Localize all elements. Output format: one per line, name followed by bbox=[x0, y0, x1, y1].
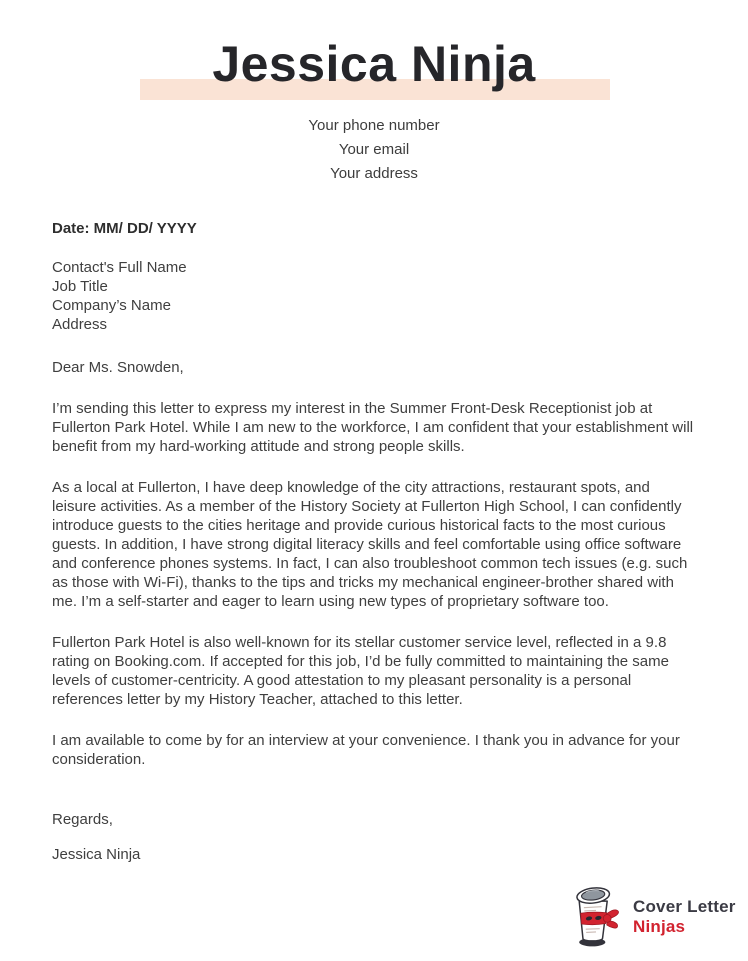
paragraph-availability: I am available to come by for an interview at your convenience. I thank you in advance for your consideration. bbox=[52, 732, 680, 768]
recipient-block bbox=[52, 258, 697, 334]
recipient-company: Company’s Name bbox=[52, 297, 171, 314]
contact-address-line: Your address bbox=[330, 165, 418, 182]
logo-text bbox=[633, 897, 736, 937]
date-line: Date: MM/ DD/ YYYY bbox=[52, 220, 197, 237]
signature-name: Jessica Ninja bbox=[52, 846, 141, 863]
contact-email-line: Your email bbox=[338, 141, 410, 158]
recipient-job-title: Job Title bbox=[52, 278, 108, 295]
brand-logo bbox=[568, 882, 736, 952]
page-title: Jessica Ninja bbox=[212, 36, 536, 92]
letter-header bbox=[0, 0, 748, 186]
letter-body bbox=[0, 219, 748, 864]
logo-text-primary: Cover Letter bbox=[633, 897, 736, 916]
paragraph-intro: I’m sending this letter to express my interest in the Summer Front-Desk Receptionist job at Fullerton Park Hotel. While I am new to the workforce, I am confident that your establishment will benefit from my hard-working attitude and strong people skills. bbox=[52, 400, 694, 455]
recipient-name: Contact's Full Name bbox=[52, 259, 187, 276]
salutation: Dear Ms. Snowden, bbox=[52, 359, 184, 376]
recipient-address: Address bbox=[52, 316, 108, 333]
paragraph-skills: As a local at Fullerton, I have deep knowledge of the city attractions, restaurant spots, and leisure activities. As a member of the History Society at Fullerton High School, I can confidently introduce guests to the cities heritage and provide curious historical facts to the most curious guests. In addition, I have strong digital literacy skills and feel comfortable using office software and conference phones systems. In fact, I can also troubleshoot common tech issues (e.g. such as those with Wi-Fi), thanks to the tips and tricks my mechanical engineer-brother shared with me. I’m a self-starter and eager to learn using new types of proprietary software too. bbox=[52, 479, 688, 610]
logo-text-secondary: Ninjas bbox=[633, 917, 686, 936]
contact-phone-line: Your phone number bbox=[308, 117, 440, 134]
paragraph-company: Fullerton Park Hotel is also well-known for its stellar customer service level, reflected in a 9.8 rating on Booking.com. If accepted for this job, I’d be fully committed to maintaining the same levels of customer-centricity. A good attestation to my pleasant personality is a personal references letter by my History Teacher, attached to this letter. bbox=[52, 634, 669, 708]
contact-block bbox=[0, 114, 748, 186]
closing-line: Regards, bbox=[52, 811, 113, 828]
ninja-scroll-icon bbox=[568, 882, 624, 952]
